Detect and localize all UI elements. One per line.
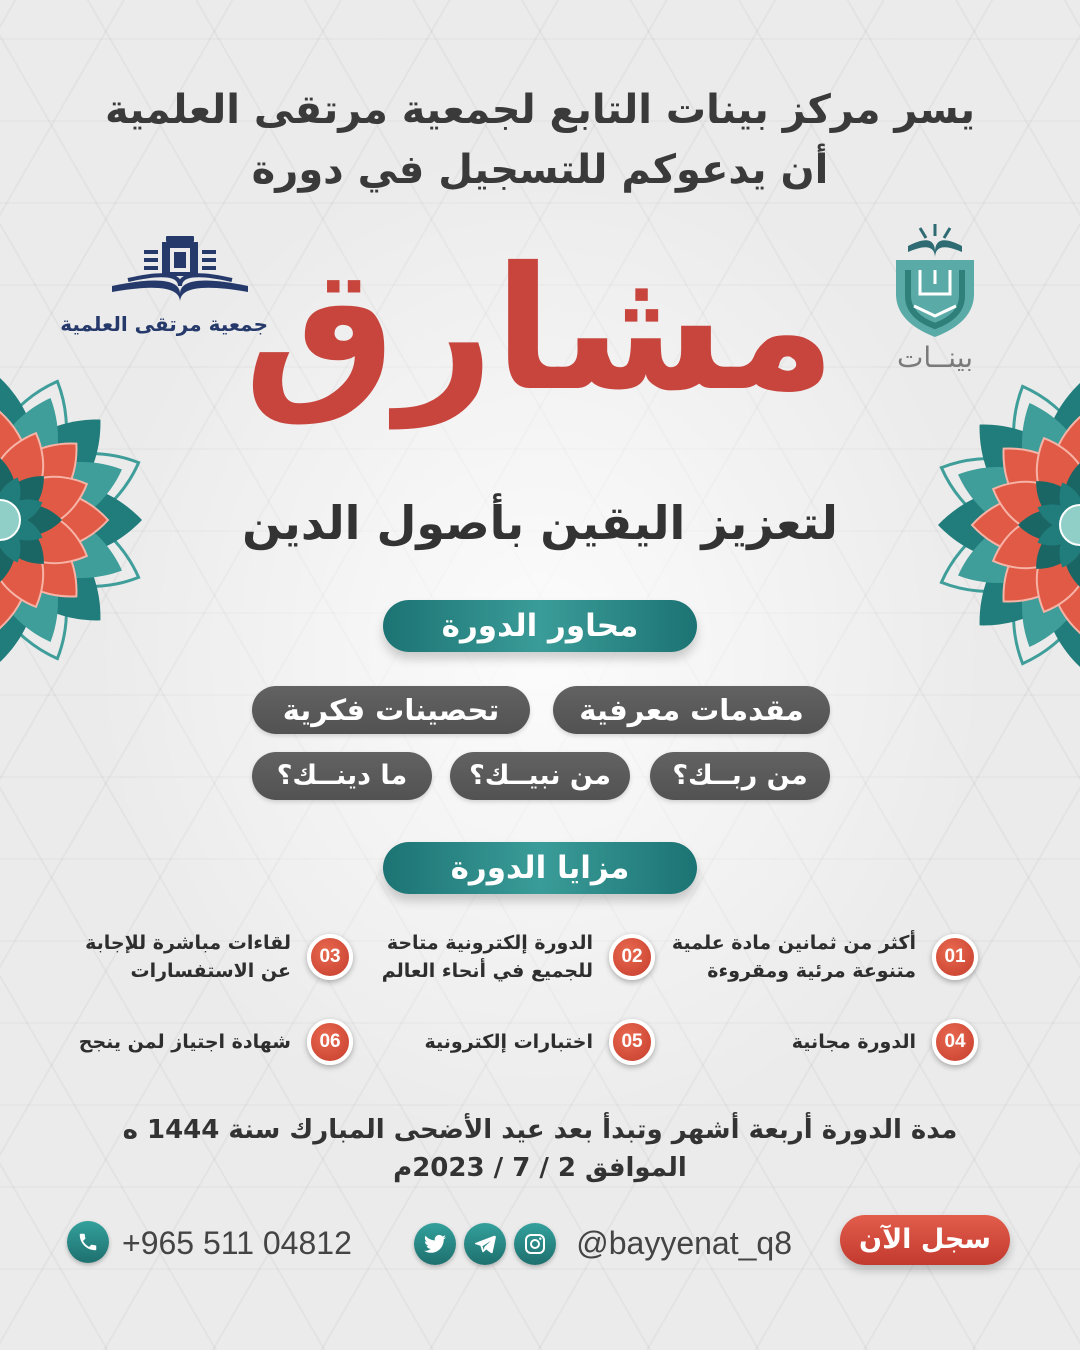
register-now-button[interactable]: سجل الآن <box>840 1215 1010 1265</box>
feature-number-badge: 05 <box>609 1019 655 1065</box>
shield-book-icon <box>880 222 990 338</box>
feature-item <box>79 1012 353 1072</box>
header-line-1: يسر مركز بينات التابع لجمعية مرتقى العلمية <box>104 87 976 133</box>
phone-handset <box>80 1234 97 1251</box>
feature-text <box>85 929 291 985</box>
schedule-date: الموافق 2 / 7 / 2023م <box>393 1153 687 1183</box>
telegram-icon <box>473 1232 497 1256</box>
tower-window-inner <box>174 252 186 268</box>
header-line-2: أن يدعوكم للتسجيل في دورة <box>251 147 829 193</box>
feature-line: أكثر من ثمانين مادة علمية <box>671 932 916 954</box>
feature-line: لقاءات مباشرة للإجابة <box>85 932 291 954</box>
sprout-line <box>944 228 950 238</box>
schedule-duration: مدة الدورة أربعة أشهر وتبدأ بعد عيد الأضحى المبارك سنة 1444 ه <box>122 1115 958 1145</box>
course-subtitle: لتعزيز اليقين بأصول الدين <box>242 496 838 550</box>
feature-line: الدورة مجانية <box>791 1031 916 1053</box>
bayyenat-logo-text: بينــات <box>897 341 973 374</box>
feature-text <box>672 929 916 985</box>
topic-pill: تحصينات فكرية <box>252 686 530 734</box>
feature-number-badge: 04 <box>932 1019 978 1065</box>
feature-text <box>79 1028 291 1056</box>
feature-item <box>382 927 655 987</box>
topic-pill: من ربــك؟ <box>650 752 830 800</box>
course-title: مشارق <box>244 231 836 429</box>
phone-icon <box>77 1231 99 1253</box>
feature-item <box>792 1012 978 1072</box>
topic-pill: ما دينــك؟ <box>252 752 432 800</box>
feature-number-badge: 06 <box>307 1019 353 1065</box>
feature-line: للجميع في أنحاء العالم <box>381 960 593 982</box>
tower-bar <box>144 250 158 254</box>
topics-heading: محاور الدورة <box>383 600 697 652</box>
feature-line: اختبارات إلكترونية <box>424 1031 593 1053</box>
instagram-button[interactable] <box>514 1223 556 1265</box>
feature-line: متنوعة مرئية ومقروءة <box>707 960 916 982</box>
features-heading: مزايا الدورة <box>383 842 697 894</box>
association-logo-text: جمعية مرتقى العلمية <box>60 312 268 336</box>
feature-text <box>424 1028 593 1056</box>
tower-bar <box>144 266 158 270</box>
instagram-dot <box>539 1238 541 1240</box>
topic-pill: من نبيــك؟ <box>450 752 630 800</box>
feature-line: شهادة اجتياز لمن ينجح <box>78 1031 291 1053</box>
instagram-icon <box>523 1232 547 1256</box>
tower-cap <box>166 236 194 242</box>
twitter-bird <box>424 1235 446 1253</box>
telegram-button[interactable] <box>464 1223 506 1265</box>
telegram-plane <box>475 1236 496 1254</box>
feature-item <box>85 927 353 987</box>
phone-button[interactable] <box>67 1221 109 1263</box>
topic-pill: مقدمات معرفية <box>553 686 830 734</box>
feature-number-badge: 01 <box>932 934 978 980</box>
phone-number-link[interactable]: +965 511 04812 <box>122 1225 352 1261</box>
feature-item <box>424 1012 655 1072</box>
tower-bar <box>202 266 216 270</box>
tower-bar <box>202 250 216 254</box>
feature-number-badge: 02 <box>609 934 655 980</box>
instagram-lens <box>531 1240 539 1248</box>
tower-bar <box>202 258 216 262</box>
logo-book <box>908 240 962 258</box>
feature-line: عن الاستفسارات <box>130 960 291 982</box>
feature-text <box>382 929 593 985</box>
sprout-line <box>920 228 926 238</box>
feature-item <box>672 927 978 987</box>
social-handle-link[interactable]: @bayyenat_q8 <box>576 1225 792 1261</box>
instagram-frame <box>526 1235 544 1253</box>
feature-text <box>792 1028 916 1056</box>
twitter-button[interactable] <box>414 1223 456 1265</box>
feature-number-badge: 03 <box>307 934 353 980</box>
feature-line: الدورة إلكترونية متاحة <box>386 932 593 954</box>
twitter-icon <box>423 1232 447 1256</box>
tower-bar <box>144 258 158 262</box>
bayyenat-logo <box>880 222 990 378</box>
